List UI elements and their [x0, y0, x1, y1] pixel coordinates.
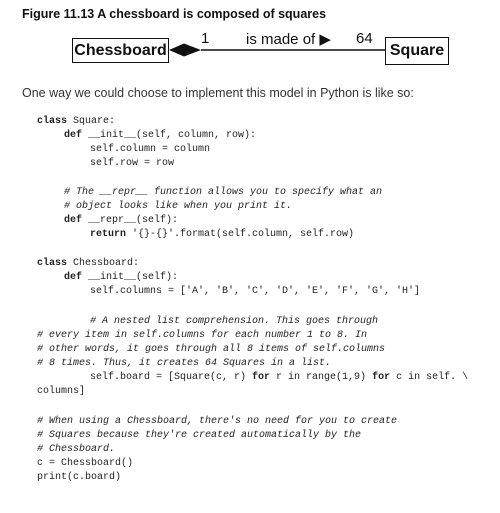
left-multiplicity: 1: [201, 30, 210, 47]
intro-paragraph: One way we could choose to implement this model in Python is like so:: [22, 86, 414, 100]
code-line: columns]: [37, 386, 86, 397]
code-comment: # every item in self.columns for each number 1 to 8. In: [37, 330, 368, 341]
code-line: self.board = [Square(c, r) for r in range(1,9) for c in self. \: [90, 372, 469, 383]
code-comment: # A nested list comprehension. This goes through: [90, 316, 379, 327]
code-line: class Chessboard:: [37, 258, 140, 269]
code-line: c = Chessboard(): [37, 458, 134, 469]
code-line: self.row = row: [90, 158, 175, 169]
code-line: print(c.board): [37, 472, 122, 483]
code-comment: # object looks like when you print it.: [64, 201, 293, 212]
square-class-box: [385, 37, 449, 65]
chessboard-class-label: Chessboard: [74, 41, 167, 59]
figure-title: Figure 11.13 A chessboard is composed of squares: [22, 7, 327, 21]
right-multiplicity: 64: [356, 30, 373, 47]
code-comment: # When using a Chessboard, there's no need for you to create: [37, 416, 398, 427]
relationship-label: is made of ▶: [246, 31, 331, 48]
code-line: return '{}-{}'.format(self.column, self.row): [90, 229, 355, 240]
code-comment: # The __repr__ function allows you to specify what an: [64, 187, 383, 198]
code-comment: # Squares because they're created automatically by the: [37, 430, 362, 441]
code-line: def __repr__(self):: [64, 215, 179, 226]
code-comment: # other words, it goes through all 8 items of self.columns: [37, 344, 386, 355]
square-class-label: Square: [389, 42, 445, 59]
code-line: class Square:: [37, 116, 116, 127]
chessboard-class-box: [72, 38, 169, 63]
code-line: self.column = column: [90, 144, 211, 155]
code-line: def __init__(self):: [64, 272, 179, 283]
code-comment: # Chessboard.: [37, 444, 116, 455]
code-line: self.columns = ['A', 'B', 'C', 'D', 'E', 'F', 'G', 'H']: [90, 286, 421, 297]
code-comment: # 8 times. Thus, it creates 64 Squares in a list.: [37, 358, 332, 369]
code-line: def __init__(self, column, row):: [64, 130, 257, 141]
composition-diamond-icon: [169, 44, 201, 57]
uml-diagram: [0, 0, 500, 80]
